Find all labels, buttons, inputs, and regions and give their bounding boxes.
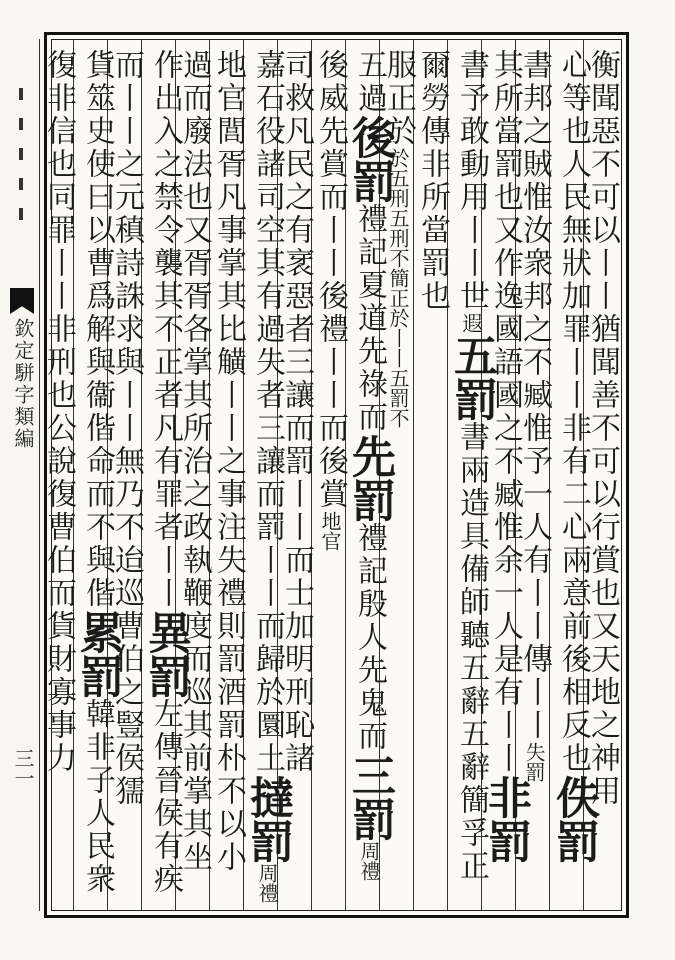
- heading-term: 後罰: [344, 115, 395, 203]
- annotation-text: 於五刑五刑不簡正於丨丨五罰不: [386, 148, 410, 428]
- text-column: [210, 49, 246, 874]
- column-rule: [73, 39, 74, 911]
- text-column: [344, 49, 395, 881]
- body-text: 貨筮史使曰以曹爲解與衞偕命而不與偕: [80, 49, 115, 610]
- body-text: 作出入之禁令襲其不正者凡有罪者丨丨: [148, 49, 183, 610]
- body-text: 曹伯之豎侯獳: [109, 610, 144, 808]
- column-rule: [277, 39, 278, 911]
- text-column: [176, 49, 212, 874]
- column-rule: [175, 39, 176, 911]
- column-rule: [447, 39, 448, 911]
- annotation-text: 遐: [459, 313, 483, 333]
- text-column: [242, 49, 293, 903]
- body-text: 書邦之賊惟汝衆邦之不臧惟予一人有丨丨傳丨丨: [517, 49, 552, 742]
- heading-term: 累罰: [72, 610, 123, 698]
- body-text: 後禮丨丨而後賞: [313, 280, 348, 511]
- body-text: 左傳晉侯有疾: [148, 698, 183, 896]
- body-text: 心等也人民無狀加罪丨丨非有二心兩意前後相反也: [556, 49, 591, 775]
- column-rule: [209, 39, 210, 911]
- column-rule: [107, 39, 108, 911]
- body-text: 而丨丨之元稹詩誅求與丨丨無乃不迨巡: [109, 49, 144, 610]
- heading-term: 三罰: [344, 753, 395, 841]
- column-rule: [345, 39, 346, 911]
- column-rule: [515, 39, 516, 911]
- body-text: 爾勞傳非所當罰也: [415, 49, 450, 313]
- text-column: [380, 49, 416, 428]
- heading-term: 異罰: [140, 610, 191, 698]
- body-text: 禮記殷人先鬼而: [352, 522, 387, 753]
- body-text: 韓非子人民衆: [80, 698, 115, 896]
- text-column: [414, 49, 450, 313]
- body-text: 司救凡民之有衺惡者三讓而罰丨丨而士加明刑恥諸: [279, 49, 314, 775]
- column-rule: [583, 39, 584, 911]
- heading-term: 非罰: [480, 775, 531, 863]
- column-rule: [311, 39, 312, 911]
- heading-term: 佚罰: [548, 775, 599, 863]
- body-text: 而貨財寡事力: [41, 577, 76, 775]
- column-rule: [243, 39, 244, 911]
- column-rule: [141, 39, 142, 911]
- heading-term: 五罰: [446, 333, 497, 421]
- body-text: 服正於: [381, 49, 416, 148]
- text-column: [446, 49, 497, 883]
- body-text: 書予敢動用丨丨世: [454, 49, 489, 313]
- annotation-text: 周禮: [255, 863, 279, 903]
- heading-term: 撻罰: [242, 775, 293, 863]
- book-title-margin: 欽定駢字類編: [11, 318, 35, 450]
- body-text: 其所當罰也又作逸國語國之不臧惟余一人是有丨丨: [488, 49, 523, 775]
- column-rule: [39, 39, 40, 911]
- column-rule: [413, 39, 414, 911]
- text-column: [72, 49, 123, 896]
- text-column: [312, 49, 348, 551]
- body-text: 過而廢法也又胥胥各掌其所治之政執鞭度而巡其前掌其坐: [177, 49, 212, 874]
- column-rule: [481, 39, 482, 911]
- body-text: 後威先賞而丨丨: [313, 49, 348, 280]
- annotation-text: 失罰: [522, 742, 546, 782]
- text-column: [584, 49, 620, 808]
- column-rule: [549, 39, 550, 911]
- margin-dots: [14, 70, 28, 250]
- text-column: [278, 49, 314, 775]
- body-text: 禮記夏道先祿而: [352, 203, 387, 434]
- text-column: [40, 49, 76, 775]
- fish-tail-mark: [10, 288, 34, 314]
- text-column: [140, 49, 191, 896]
- page-number: 三一: [11, 748, 35, 788]
- annotation-text: 地官: [318, 511, 342, 551]
- body-text: 衡聞惡不可以丨丨猶聞善不可以行賞也又天地之神用: [585, 49, 620, 808]
- body-text: 書兩造具備師聽五辭五辭簡孚正: [454, 421, 489, 883]
- column-rule: [379, 39, 380, 911]
- text-column: [548, 49, 599, 863]
- text-column: [480, 49, 531, 863]
- body-text: 地官閭胥凡事掌其比觵丨丨之事注失禮則罰酒罰朴不以小: [211, 49, 246, 874]
- text-column: [516, 49, 552, 782]
- heading-term: 先罰: [344, 434, 395, 522]
- annotation-text: 周禮: [357, 841, 381, 881]
- body-text: 復非信也同罪丨丨非刑也公說復曹伯: [41, 49, 76, 577]
- text-column: [108, 49, 144, 808]
- page-frame: [41, 32, 629, 918]
- body-text: 五過: [352, 49, 387, 115]
- body-text: 嘉石役諸司空其有過失者三讓而罰丨丨而歸於圜土: [250, 49, 285, 775]
